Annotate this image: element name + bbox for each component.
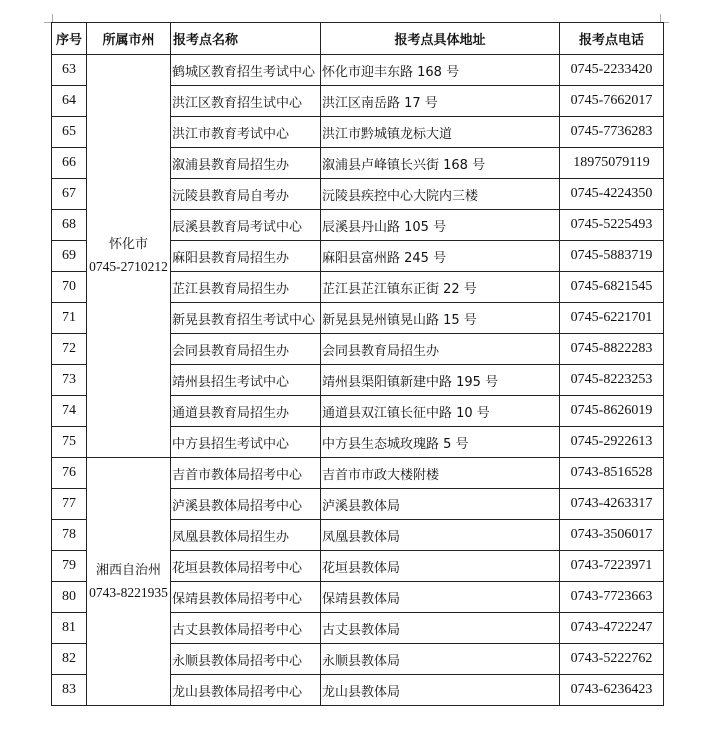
table-row <box>52 55 664 86</box>
row-site-name: 永顺县教体局招考中心 <box>171 644 321 675</box>
row-site-phone: 0745-6821545 <box>560 272 664 303</box>
row-seq: 66 <box>52 148 87 179</box>
exam-sites-table <box>51 22 664 706</box>
table-body <box>52 55 664 706</box>
row-site-phone: 0745-4224350 <box>560 179 664 210</box>
row-site-name: 花垣县教体局招考中心 <box>171 551 321 582</box>
row-seq: 71 <box>52 303 87 334</box>
row-site-address: 龙山县教体局 <box>321 675 560 706</box>
row-site-name: 沅陵县教育局自考办 <box>171 179 321 210</box>
row-site-name: 洪江市教育考试中心 <box>171 117 321 148</box>
row-site-name: 通道县教育局招生办 <box>171 396 321 427</box>
row-site-name: 保靖县教体局招考中心 <box>171 582 321 613</box>
row-seq: 69 <box>52 241 87 272</box>
row-seq: 77 <box>52 489 87 520</box>
city-name: 怀化市 <box>108 237 148 252</box>
row-site-name: 辰溪县教育局考试中心 <box>171 210 321 241</box>
city-group-cell <box>87 458 171 706</box>
row-site-phone: 0743-5222762 <box>560 644 664 675</box>
row-site-address: 新晃县晃州镇晃山路 15 号 <box>321 303 560 334</box>
row-site-name: 溆浦县教育局招生办 <box>171 148 321 179</box>
row-site-name: 吉首市教体局招考中心 <box>171 458 321 489</box>
row-site-phone: 18975079119 <box>560 148 664 179</box>
row-site-phone: 0745-2922613 <box>560 427 664 458</box>
row-site-phone: 0743-4263317 <box>560 489 664 520</box>
row-seq: 83 <box>52 675 87 706</box>
row-site-address: 靖州县渠阳镇新建中路 195 号 <box>321 365 560 396</box>
row-site-name: 中方县招生考试中心 <box>171 427 321 458</box>
row-site-address: 保靖县教体局 <box>321 582 560 613</box>
row-site-address: 沅陵县疾控中心大院内三楼 <box>321 179 560 210</box>
row-site-phone: 0745-5883719 <box>560 241 664 272</box>
header-site-name: 报考点名称 <box>171 23 321 55</box>
row-seq: 81 <box>52 613 87 644</box>
row-site-address: 辰溪县丹山路 105 号 <box>321 210 560 241</box>
row-seq: 76 <box>52 458 87 489</box>
row-site-phone: 0743-3506017 <box>560 520 664 551</box>
row-site-phone: 0743-4722247 <box>560 613 664 644</box>
row-site-phone: 0743-8516528 <box>560 458 664 489</box>
row-seq: 72 <box>52 334 87 365</box>
header-city: 所属市州 <box>87 23 171 55</box>
row-site-phone: 0743-7723663 <box>560 582 664 613</box>
row-site-phone: 0745-8822283 <box>560 334 664 365</box>
row-site-phone: 0743-6236423 <box>560 675 664 706</box>
row-site-address: 会同县教育局招生办 <box>321 334 560 365</box>
row-site-address: 吉首市市政大楼附楼 <box>321 458 560 489</box>
row-site-phone: 0745-7736283 <box>560 117 664 148</box>
row-seq: 82 <box>52 644 87 675</box>
header-seq: 序号 <box>52 23 87 55</box>
header-site-address: 报考点具体地址 <box>321 23 560 55</box>
row-site-address: 麻阳县富州路 245 号 <box>321 241 560 272</box>
city-name: 湘西自治州 <box>95 562 161 578</box>
row-site-address: 泸溪县教体局 <box>321 489 560 520</box>
row-site-phone: 0745-7662017 <box>560 86 664 117</box>
row-seq: 70 <box>52 272 87 303</box>
row-site-name: 靖州县招生考试中心 <box>171 365 321 396</box>
row-site-address: 怀化市迎丰东路 168 号 <box>321 55 560 86</box>
row-seq: 79 <box>52 551 87 582</box>
row-seq: 80 <box>52 582 87 613</box>
row-site-name: 古丈县教体局招考中心 <box>171 613 321 644</box>
row-site-name: 凤凰县教体局招生办 <box>171 520 321 551</box>
row-site-address: 洪江市黔城镇龙标大道 <box>321 117 560 148</box>
row-site-address: 花垣县教体局 <box>321 551 560 582</box>
row-site-name: 鹤城区教育招生考试中心 <box>171 55 321 86</box>
row-site-address: 通道县双江镇长征中路 10 号 <box>321 396 560 427</box>
row-site-address: 洪江区南岳路 17 号 <box>321 86 560 117</box>
row-site-name: 会同县教育局招生办 <box>171 334 321 365</box>
row-site-address: 古丈县教体局 <box>321 613 560 644</box>
row-site-address: 凤凰县教体局 <box>321 520 560 551</box>
row-site-phone: 0745-8223253 <box>560 365 664 396</box>
row-site-address: 中方县生态城玫瑰路 5 号 <box>321 427 560 458</box>
row-seq: 65 <box>52 117 87 148</box>
row-seq: 73 <box>52 365 87 396</box>
row-seq: 68 <box>52 210 87 241</box>
row-seq: 67 <box>52 179 87 210</box>
row-site-name: 泸溪县教体局招考中心 <box>171 489 321 520</box>
table-header-row <box>52 23 664 55</box>
row-site-name: 新晃县教育招生考试中心 <box>171 303 321 334</box>
row-seq: 78 <box>52 520 87 551</box>
city-phone: 0745-2710212 <box>89 259 168 274</box>
row-site-phone: 0745-2233420 <box>560 55 664 86</box>
row-site-phone: 0745-5225493 <box>560 210 664 241</box>
city-phone: 0743-8221935 <box>89 584 168 600</box>
row-seq: 74 <box>52 396 87 427</box>
row-site-phone: 0743-7223971 <box>560 551 664 582</box>
row-seq: 63 <box>52 55 87 86</box>
row-site-address: 芷江县芷江镇东正街 22 号 <box>321 272 560 303</box>
row-site-address: 永顺县教体局 <box>321 644 560 675</box>
row-site-address: 溆浦县卢峰镇长兴街 168 号 <box>321 148 560 179</box>
row-site-phone: 0745-8626019 <box>560 396 664 427</box>
header-site-phone: 报考点电话 <box>560 23 664 55</box>
row-site-phone: 0745-6221701 <box>560 303 664 334</box>
row-site-name: 芷江县教育局招生办 <box>171 272 321 303</box>
table-row <box>52 458 664 489</box>
city-group-cell <box>87 55 171 458</box>
row-seq: 75 <box>52 427 87 458</box>
row-seq: 64 <box>52 86 87 117</box>
row-site-name: 龙山县教体局招考中心 <box>171 675 321 706</box>
row-site-name: 麻阳县教育局招生办 <box>171 241 321 272</box>
row-site-name: 洪江区教育招生试中心 <box>171 86 321 117</box>
